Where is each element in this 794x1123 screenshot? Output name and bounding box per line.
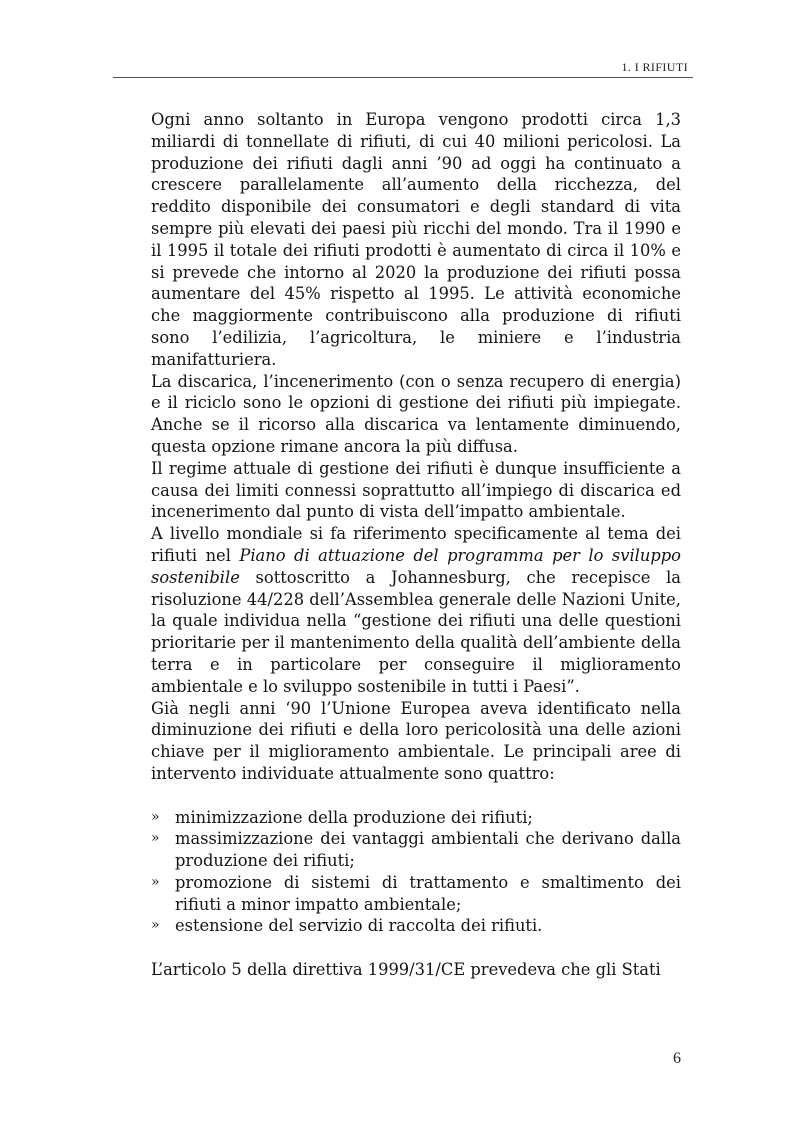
bullet-chevron-icon: » [151, 917, 160, 934]
list-item-text: estensione del servizio di raccolta dei rifiuti. [175, 916, 543, 936]
paragraph-current-regime: Il regime attuale di gestione dei rifiuti è dunque insufficiente a causa dei limiti connessi soprattutto all’impiego di discarica ed incenerimento dal punto di vista dell’impatto ambientale. [151, 458, 681, 522]
page-number: 6 [673, 1050, 681, 1067]
list-item-text: promozione di sistemi di trattamento e smaltimento dei rifiuti a minor impatto ambientale; [175, 872, 681, 914]
running-header-title: 1. I RIFIUTI [621, 60, 688, 74]
paragraph-waste-options: La discarica, l’incenerimento (con o senza recupero di energia) e il riciclo sono le opzioni di gestione dei rifiuti più impiegate. Anche se il ricorso alla discarica va lentamente diminuendo, questa opzione rimane ancora la più diffusa. [151, 371, 681, 456]
paragraph-directive-article: L’articolo 5 della direttiva 1999/31/CE prevedeva che gli Stati [151, 960, 661, 980]
list-item [151, 872, 681, 916]
paragraph-text-segment: A livello mondiale si fa riferimento specificamente al tema dei rifiuti nel [151, 524, 681, 565]
list-item [151, 915, 681, 937]
intervention-areas-list [151, 807, 681, 938]
page-body [151, 109, 681, 981]
plan-title-italic: Piano di attuazione del programma per lo sviluppo sostenibile [151, 545, 681, 587]
bullet-chevron-icon: » [151, 873, 160, 890]
header-divider [113, 77, 693, 78]
paragraph-waste-production: Ogni anno soltanto in Europa vengono prodotti circa 1,3 miliardi di tonnellate di rifiuti, di cui 40 milioni pericolosi. La produzione dei rifiuti dagli anni ’90 ad oggi ha continuato a crescere parallelamente all’aumento della ricchezza, del reddito disponibile dei consumatori e degli standard di vita sempre più elevati dei paesi più ricchi del mondo. Tra il 1990 e il 1995 il totale dei rifiuti prodotti è aumentato di circa il 10% e si prevede che intorno al 2020 la produzione dei rifiuti possa aumentare del 45% rispetto al 1995. Le attività economiche che maggiormente contribuiscono alla produzione di rifiuti sono l’edilizia, l’agricoltura, le miniere e l’industria manifatturiera. [151, 110, 681, 369]
list-item [151, 828, 681, 872]
paragraph-text-segment: sottoscritto a Johannesburg, che recepisce la risoluzione 44/228 dell’Assemblea generale delle Nazioni Unite, la quale individua nella “gestione dei rifiuti una delle questioni prioritarie per il mantenimento della qualità dell’ambiente della terra e in particolare per conseguire il miglioramento ambientale e lo sviluppo sostenibile in tutti i Paesi”. [151, 567, 681, 696]
bullet-chevron-icon: » [151, 808, 160, 825]
list-item [151, 807, 681, 829]
bullet-chevron-icon: » [151, 830, 160, 847]
list-item-text: minimizzazione della produzione dei rifiuti; [175, 807, 533, 827]
paragraph-eu-intervention: Già negli anni ‘90 l’Unione Europea aveva identificato nella diminuzione dei rifiuti e della loro pericolosità una delle azioni chiave per il miglioramento ambientale. Le principali aree di intervento individuate attualmente sono quattro: [151, 698, 681, 783]
paragraph-johannesburg-plan [151, 523, 681, 697]
list-item-text: massimizzazione dei vantaggi ambientali che derivano dalla produzione dei rifiuti; [175, 829, 681, 871]
